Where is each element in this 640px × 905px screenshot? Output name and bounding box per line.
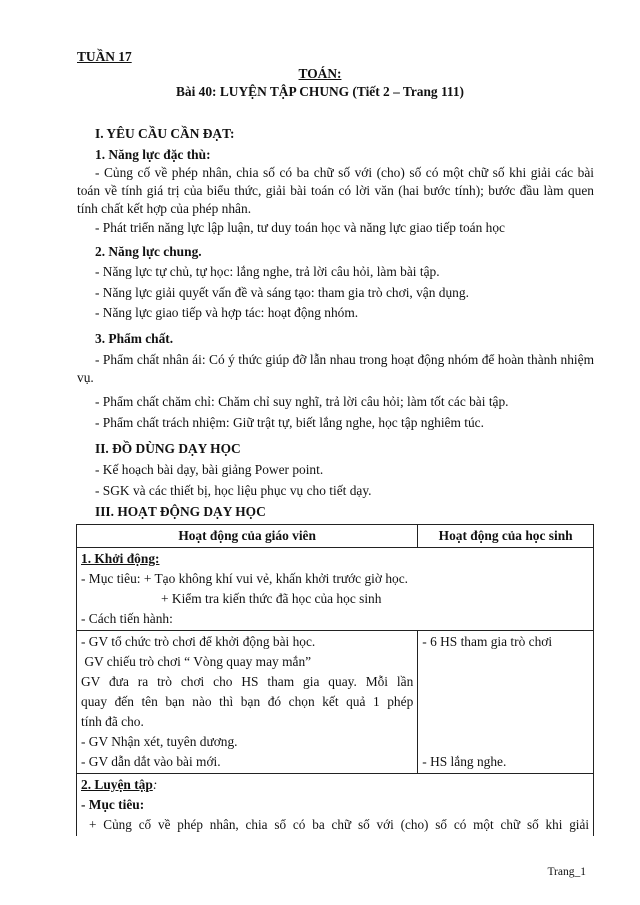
section2-item: - SGK và các thiết bị, học liệu phục vụ cho tiết dạy.: [95, 483, 372, 498]
sub3-heading: 3. Phẩm chất.: [95, 331, 174, 346]
part1-cell: [77, 548, 594, 631]
part2-cell: [77, 774, 594, 837]
page-number: Trang_1: [547, 866, 586, 878]
part1-line: - Mục tiêu: + Tạo không khí vui vẻ, khấn khởi trước giờ học.: [81, 571, 408, 586]
student-column-header: Hoạt động của học sinh: [418, 525, 594, 548]
activities-table: [76, 524, 594, 836]
teacher-line: - GV dẫn dắt vào bài mới.: [81, 754, 221, 769]
sub3-item: - Phẩm chất trách nhiệm: Giữ trật tự, biết lắng nghe, học tập nghiêm túc.: [95, 415, 484, 430]
part2-title: 2. Luyện tập: [81, 777, 153, 792]
subject-title: TOÁN:: [298, 66, 342, 81]
table-header-row: [77, 525, 594, 548]
teacher-line: - GV Nhận xét, tuyên dương.: [81, 734, 238, 749]
lesson-title: Bài 40: LUYỆN TẬP CHUNG (Tiết 2 – Trang 111): [175, 84, 465, 99]
part1-line: + Kiểm tra kiến thức đã học của học sinh: [161, 591, 382, 606]
teacher-line: GV đưa ra trò chơi cho HS tham gia quay. Mỗi lần: [81, 674, 414, 689]
teacher-line: GV chiếu trò chơi “ Vòng quay may mắn”: [81, 654, 312, 669]
teacher-line: quay đến tên bạn nào thì bạn đó chọn kết quả 1 phép: [81, 694, 414, 709]
sub2-heading: 2. Năng lực chung.: [95, 244, 202, 259]
student-activity-cell: [418, 631, 594, 774]
section2-item: - Kế hoạch bài dạy, bài giảng Power point.: [95, 462, 324, 477]
sub1-paragraph: - Củng cố về phép nhân, chia số có ba chữ số với (cho) số có một chữ số khi giải các bài toán về tính giá trị của biểu thức, giải bài toán có lời văn (hai bước tính); bước đầu làm quen tính chất kết hợp của phép nhân.: [77, 165, 594, 216]
sub2-item: - Năng lực giao tiếp và hợp tác: hoạt động nhóm.: [95, 305, 359, 320]
student-line: - HS lắng nghe.: [422, 754, 507, 769]
section1-heading: I. YÊU CẦU CẦN ĐẠT:: [95, 126, 235, 141]
sub1-paragraph-2: - Phát triển năng lực lập luận, tư duy toán học và năng lực giao tiếp toán học: [95, 220, 505, 235]
section3-heading: III. HOẠT ĐỘNG DẠY HỌC: [95, 504, 266, 519]
table-row: [77, 548, 594, 631]
sub3-item: - Phẩm chất chăm chỉ: Chăm chỉ suy nghĩ, trả lời câu hỏi; làm tốt các bài tập.: [95, 394, 509, 409]
teacher-line: - GV tổ chức trò chơi để khởi động bài học.: [81, 634, 316, 649]
part1-line: - Cách tiến hành:: [81, 611, 173, 626]
teacher-line: tính đã cho.: [81, 714, 144, 729]
sub2-item: - Năng lực tự chủ, tự học: lắng nghe, trả lời câu hỏi, làm bài tập.: [95, 264, 440, 279]
part1-title: 1. Khởi động:: [81, 551, 160, 566]
teacher-activity-cell: [77, 631, 418, 774]
sub3-paragraph: - Phẩm chất nhân ái: Có ý thức giúp đỡ lẫn nhau trong hoạt động nhóm để hoàn thành nhiệm vụ.: [77, 352, 594, 385]
part2-title-suffix: :: [152, 777, 158, 792]
part2-title-line: [81, 775, 589, 795]
part2-line: - Mục tiêu:: [81, 797, 145, 812]
table-row: [77, 774, 594, 837]
teacher-column-header: Hoạt động của giáo viên: [77, 525, 418, 548]
student-line: - 6 HS tham gia trò chơi: [422, 634, 553, 649]
sub2-item: - Năng lực giải quyết vấn đề và sáng tạo: tham gia trò chơi, vận dụng.: [95, 285, 469, 300]
sub1-heading: 1. Năng lực đặc thù:: [95, 147, 211, 162]
week-label: TUẦN 17: [77, 49, 132, 64]
table-row: [77, 631, 594, 774]
part2-line: + Củng cố về phép nhân, chia số có ba chữ số với (cho) số có một chữ số khi giải: [89, 817, 589, 832]
section2-heading: II. ĐỒ DÙNG DẠY HỌC: [95, 441, 241, 456]
